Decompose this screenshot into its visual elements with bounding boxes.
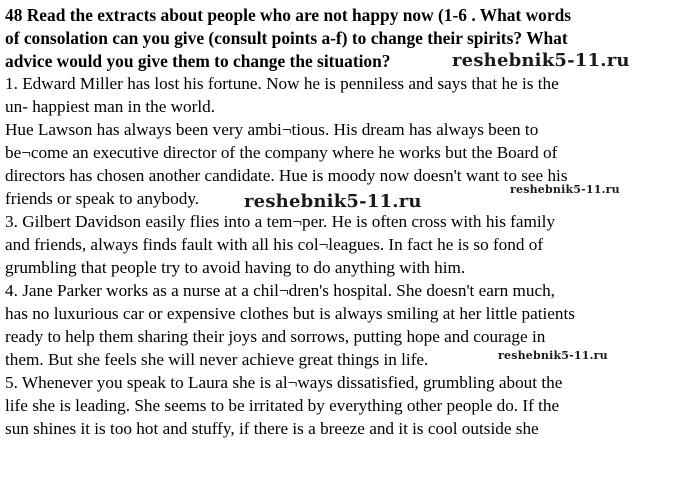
body-line: them. But she feels she will never achieve great things in life.	[5, 350, 429, 369]
body-line: sun shines it is too hot and stuffy, if there is a breeze and it is cool outside she	[5, 419, 539, 438]
body-line: be¬come an executive director of the company where he works but the Board of	[5, 143, 558, 162]
heading-line-2: of consolation can you give (consult points a-f) to change their spirits? What	[5, 28, 568, 48]
body-line: directors has chosen another candidate. Hue is moody now doesn't want to see his	[5, 166, 568, 185]
body-line: has no luxurious car or expensive clothes but is always smiling at her little patients	[5, 304, 575, 323]
body-line: 4. Jane Parker works as a nurse at a chil¬dren's hospital. She doesn't earn much,	[5, 281, 555, 300]
body-line: 1. Edward Miller has lost his fortune. Now he is penniless and says that he is the	[5, 74, 559, 93]
body-line: 3. Gilbert Davidson easily flies into a tem¬per. He is often cross with his family	[5, 212, 556, 231]
watermark-text: reshebnik5-11.ru	[510, 183, 620, 196]
heading-line-3: advice would you give them to change the situation?	[5, 51, 391, 71]
body-line: friends or speak to anybody.	[5, 189, 200, 208]
body-line: life she is leading. She seems to be irritated by everything other people do. If the	[5, 396, 560, 415]
body-line: 5. Whenever you speak to Laura she is al¬ways dissatisfied, grumbling about the	[5, 373, 563, 392]
body-line: un- happiest man in the world.	[5, 97, 216, 116]
heading-line-1: 48 Read the extracts about people who are not happy now (1-6 . What words	[5, 5, 572, 25]
body-line: Hue Lawson has always been very ambi¬tious. His dream has always been to	[5, 120, 539, 139]
watermark-text: reshebnik5-11.ru	[244, 191, 422, 212]
watermark-text: reshebnik5-11.ru	[498, 349, 608, 362]
watermark-text: reshebnik5-11.ru	[452, 50, 630, 71]
body-line: and friends, always finds fault with all his col¬leagues. In fact he is so fond of	[5, 235, 544, 254]
body-line: ready to help them sharing their joys and sorrows, putting hope and courage in	[5, 327, 546, 346]
body-line: grumbling that people try to avoid having to do anything with him.	[5, 258, 466, 277]
